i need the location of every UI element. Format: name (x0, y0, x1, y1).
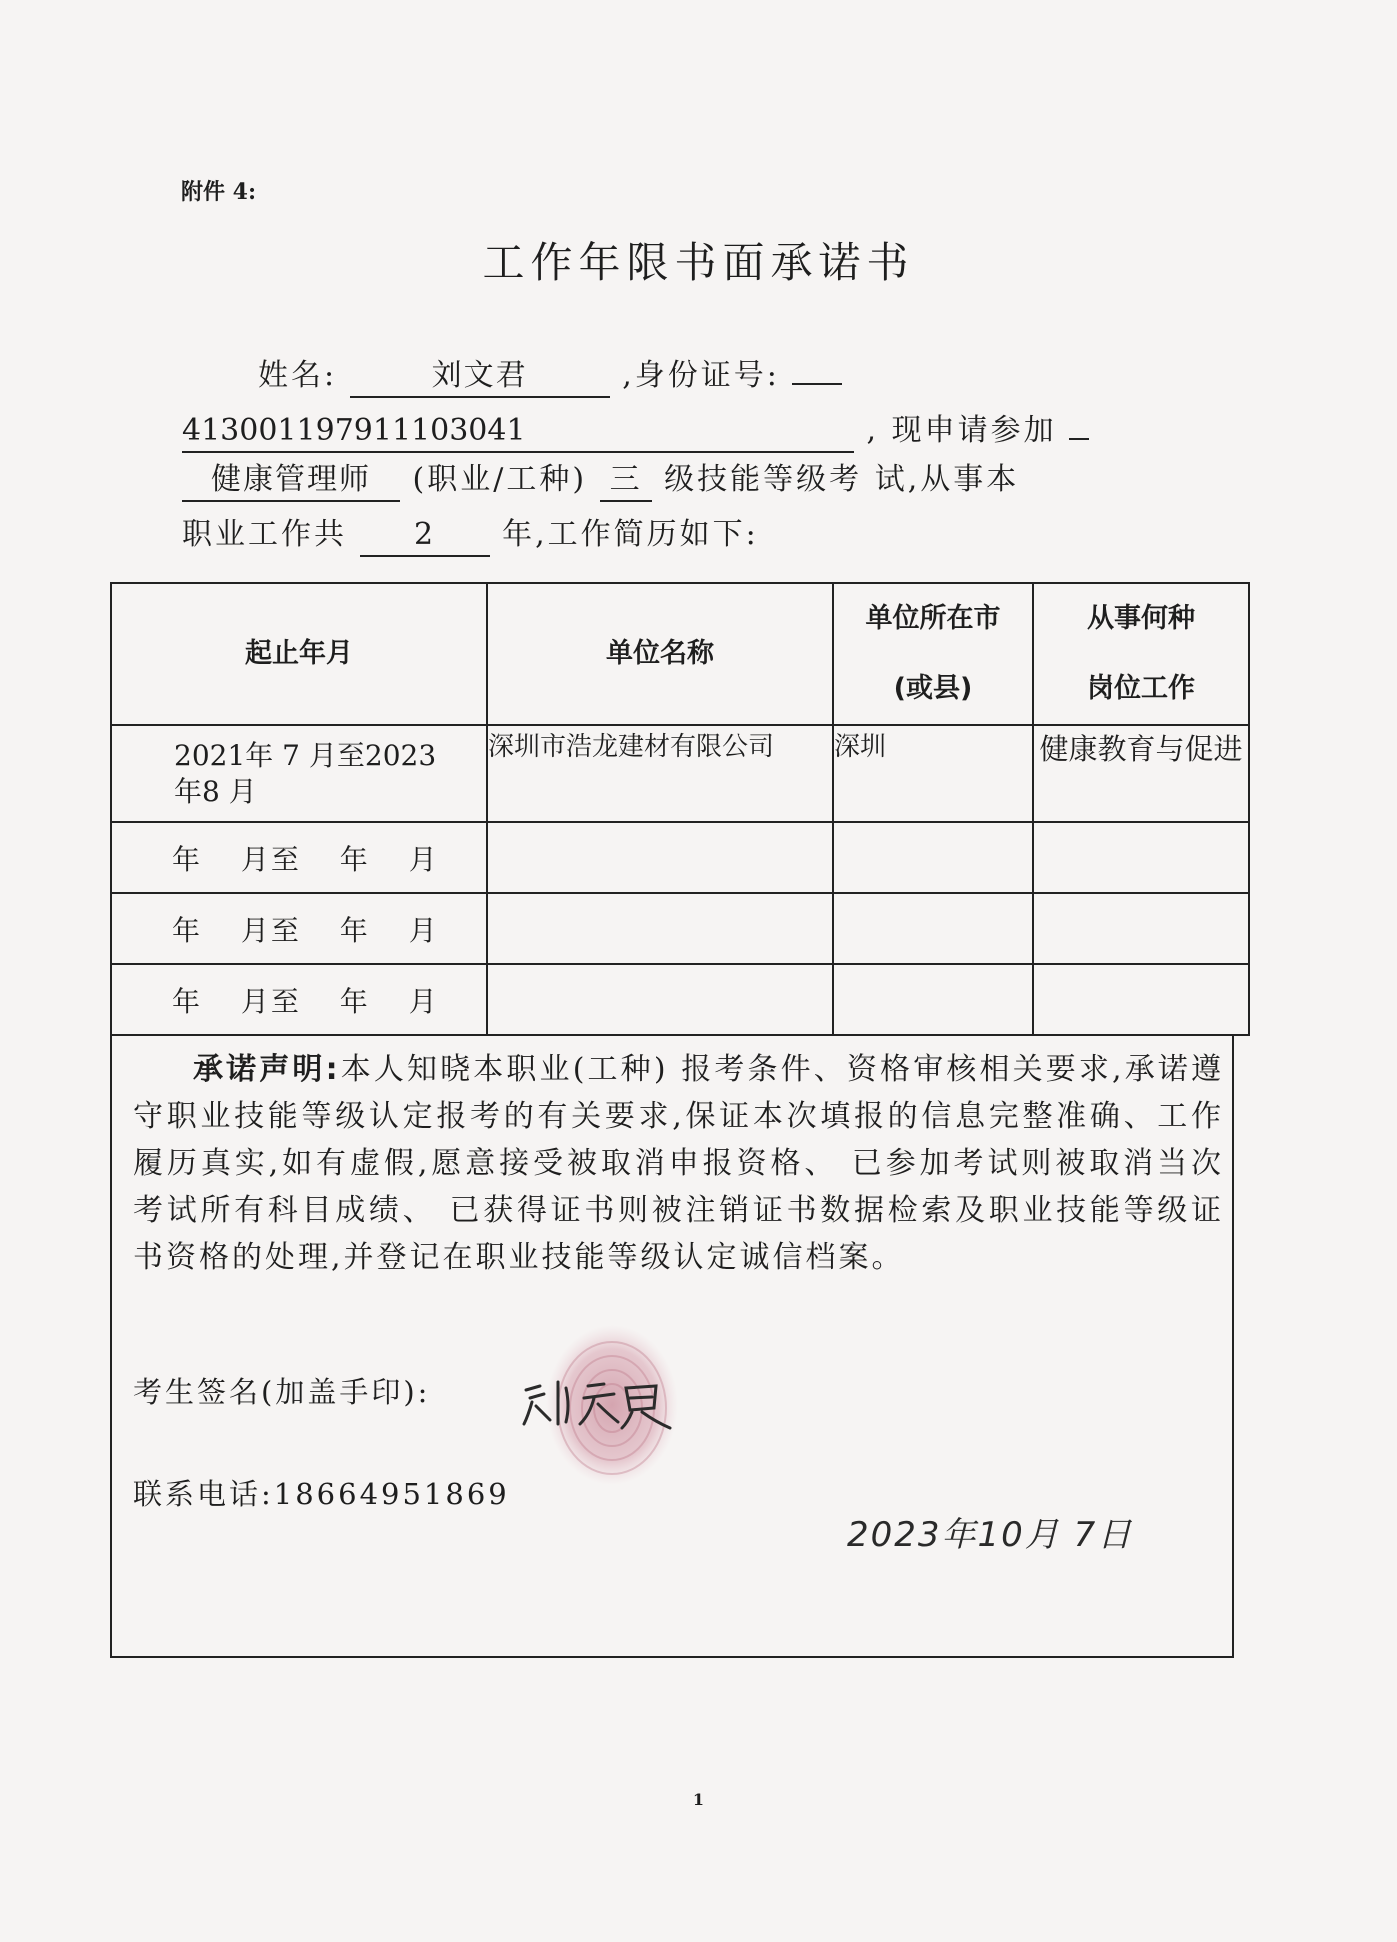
row2-unit (487, 822, 833, 893)
phone-line (133, 1472, 510, 1513)
name-line (258, 356, 842, 398)
header-unit: 单位名称 (487, 583, 833, 725)
document-title: 工作年限书面承诺书 (482, 238, 915, 287)
row1-period (111, 725, 487, 822)
level-value: 三 (600, 460, 652, 502)
row4-role (1033, 964, 1249, 1035)
name-value: 刘文君 (350, 356, 610, 398)
row4-period: 年 月至 年 月 (111, 964, 487, 1035)
row3-period: 年 月至 年 月 (111, 893, 487, 964)
table-row (111, 725, 1249, 822)
declaration-heading: 承诺声明: (193, 1052, 341, 1087)
handwritten-signature (518, 1372, 683, 1432)
years-suffix: 年,工作简历如下: (502, 517, 759, 552)
occupation-value: 健康管理师 (182, 460, 400, 502)
row3-city (833, 893, 1033, 964)
years-value: 2 (360, 515, 490, 557)
id-label: ,身份证号: (622, 358, 780, 393)
row1-unit: 深圳市浩龙建材有限公司 (487, 725, 833, 822)
id-lead-blank (792, 383, 842, 385)
declaration-text (133, 1046, 1224, 1281)
table-header-row (111, 583, 1249, 725)
apply-blank (1069, 438, 1089, 440)
row1-role: 健康教育与促进 (1033, 725, 1249, 822)
row1-period-line1: 2021年 7 月至2023 (174, 738, 437, 772)
table-row (111, 964, 1249, 1035)
row3-role (1033, 893, 1249, 964)
signature-line (133, 1370, 430, 1411)
page-number: 1 (692, 1790, 705, 1809)
header-city-line1: 单位所在市 (865, 603, 1001, 634)
row1-city: 深圳 (833, 725, 1033, 822)
row3-unit (487, 893, 833, 964)
level-suffix: 级技能等级考 试,从事本 (664, 462, 1020, 497)
occupation-suffix: (职业/工种) (412, 462, 588, 497)
header-role-line2: 岗位工作 (1087, 673, 1195, 704)
row4-city (833, 964, 1033, 1035)
row2-city (833, 822, 1033, 893)
row2-period: 年 月至 年 月 (111, 822, 487, 893)
table-row (111, 822, 1249, 893)
id-line (182, 411, 1089, 453)
attachment-label: 附件 4: (181, 179, 257, 205)
declaration-body: 本人知晓本职业(工种) 报考条件、资格审核相关要求,承诺遵守职业技能等级认定报考的有关要求,保证本次填报的信息完整准确、工作履历真实,如有虚假,愿意接受被取消申报资格、 已参加考试则被取消当次考试所有科目成绩、 已获得证书则被注销证书数据检索及职业技能等级证书资格的处理,并登记在职业技能等级认定诚信档案。 (133, 1052, 1224, 1275)
years-line (182, 515, 759, 557)
table-row (111, 893, 1249, 964)
header-role-line1: 从事何种 (1087, 603, 1195, 634)
work-history-table (110, 582, 1250, 1036)
apply-text: , 现申请参加 (866, 413, 1057, 448)
phone-label: 联系电话: (133, 1477, 274, 1511)
signature-label: 考生签名(加盖手印): (133, 1375, 431, 1409)
occupation-line (182, 460, 1019, 502)
name-label: 姓名: (258, 358, 338, 393)
years-prefix: 职业工作共 (182, 517, 347, 552)
row4-unit (487, 964, 833, 1035)
header-role (1033, 583, 1249, 725)
signed-date: 2023年10月 7日 (847, 1515, 1134, 1555)
phone-value: 18664951869 (273, 1477, 510, 1511)
id-value: 413001197911103041 (182, 411, 854, 453)
row1-period-line2: 年8 月 (174, 774, 257, 808)
row2-role (1033, 822, 1249, 893)
header-city (833, 583, 1033, 725)
header-period: 起止年月 (111, 583, 487, 725)
header-city-line2: (或县) (893, 673, 973, 704)
